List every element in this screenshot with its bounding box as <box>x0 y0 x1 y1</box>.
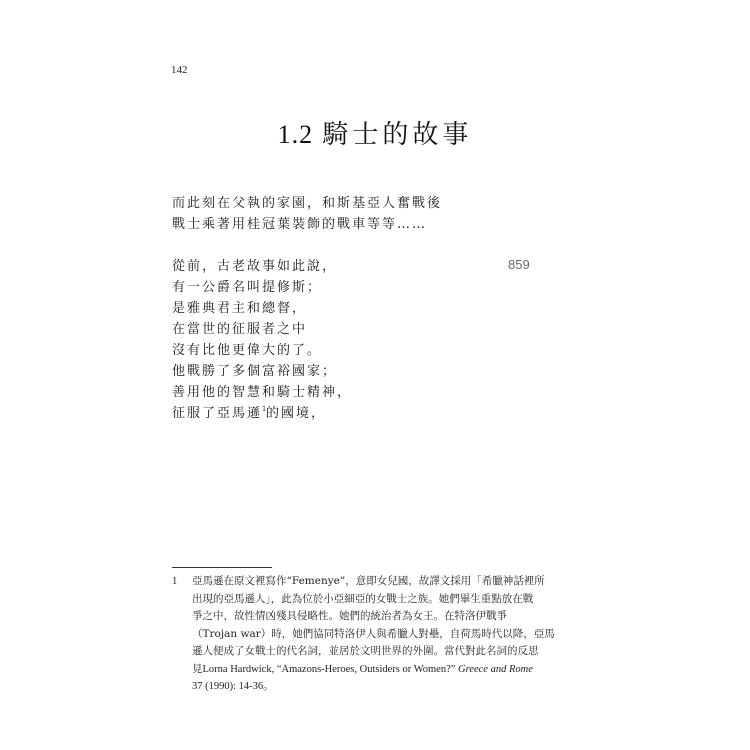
chapter-title <box>0 114 750 151</box>
page-number: 142 <box>171 64 188 76</box>
chapter-title-text: 騎士的故事 <box>322 120 473 150</box>
citation-text: 見Lorna Hardwick, “Amazons-Heroes, Outsiders or Women?” <box>192 663 459 675</box>
journal-title: Greece and Rome <box>458 663 533 675</box>
footnote-line <box>192 661 592 679</box>
footnote-line: 爭之中，故性情凶殘具侵略性。她們的統治者為女王。在特洛伊戰爭 <box>192 610 507 622</box>
epigraph <box>172 193 442 235</box>
footnote-line: 37 (1990): 14-36。 <box>192 681 274 692</box>
footnote-reference[interactable]: 1 <box>262 404 267 413</box>
poem-line: 是雅典君主和總督， <box>172 301 308 316</box>
epigraph-line: 戰士乘著用桂冠葉裝飾的戰車等等…… <box>172 217 428 232</box>
footnote <box>172 573 592 696</box>
footnote-line: 遜人便成了女戰士的代名詞，並居於文明世界的外圍。當代對此名詞的反思 <box>192 645 539 657</box>
footnote-line: 亞馬遜在原文裡寫作“Femenye”，意即女兒國，故譯文採用「希臘神話裡所 <box>192 575 545 587</box>
poem <box>172 256 352 424</box>
chapter-number: 1.2 <box>277 120 314 149</box>
poem-line <box>172 403 352 424</box>
poem-line: 善用他的智慧和騎士精神， <box>172 385 353 400</box>
poem-line-start: 征服了亞馬遜 <box>172 406 263 421</box>
poem-line: 沒有比他更偉大的了。 <box>172 343 323 358</box>
footnote-line: （Trojan war）時，她們協同特洛伊人與希臘人對壘，自荷馬時代以降，亞馬 <box>192 627 555 640</box>
footnote-body <box>192 573 592 696</box>
footnote-mark: 1 <box>172 576 178 587</box>
line-number: 859 <box>508 257 530 272</box>
poem-line: 他戰勝了多個富裕國家； <box>172 364 338 379</box>
footnote-divider <box>172 567 272 568</box>
poem-line: 從前，古老故事如此說， <box>172 259 338 274</box>
footnote-line: 出現的亞馬遜人」，此為位於小亞細亞的女戰士之族。她們畢生重點放在戰 <box>192 592 534 605</box>
poem-line-end: 的國境， <box>266 406 327 421</box>
poem-line: 有一公爵名叫提修斯； <box>172 280 323 295</box>
poem-line: 在當世的征服者之中 <box>172 322 308 337</box>
epigraph-line: 而此刻在父執的家園，和斯基亞人奮戰後 <box>172 196 443 211</box>
